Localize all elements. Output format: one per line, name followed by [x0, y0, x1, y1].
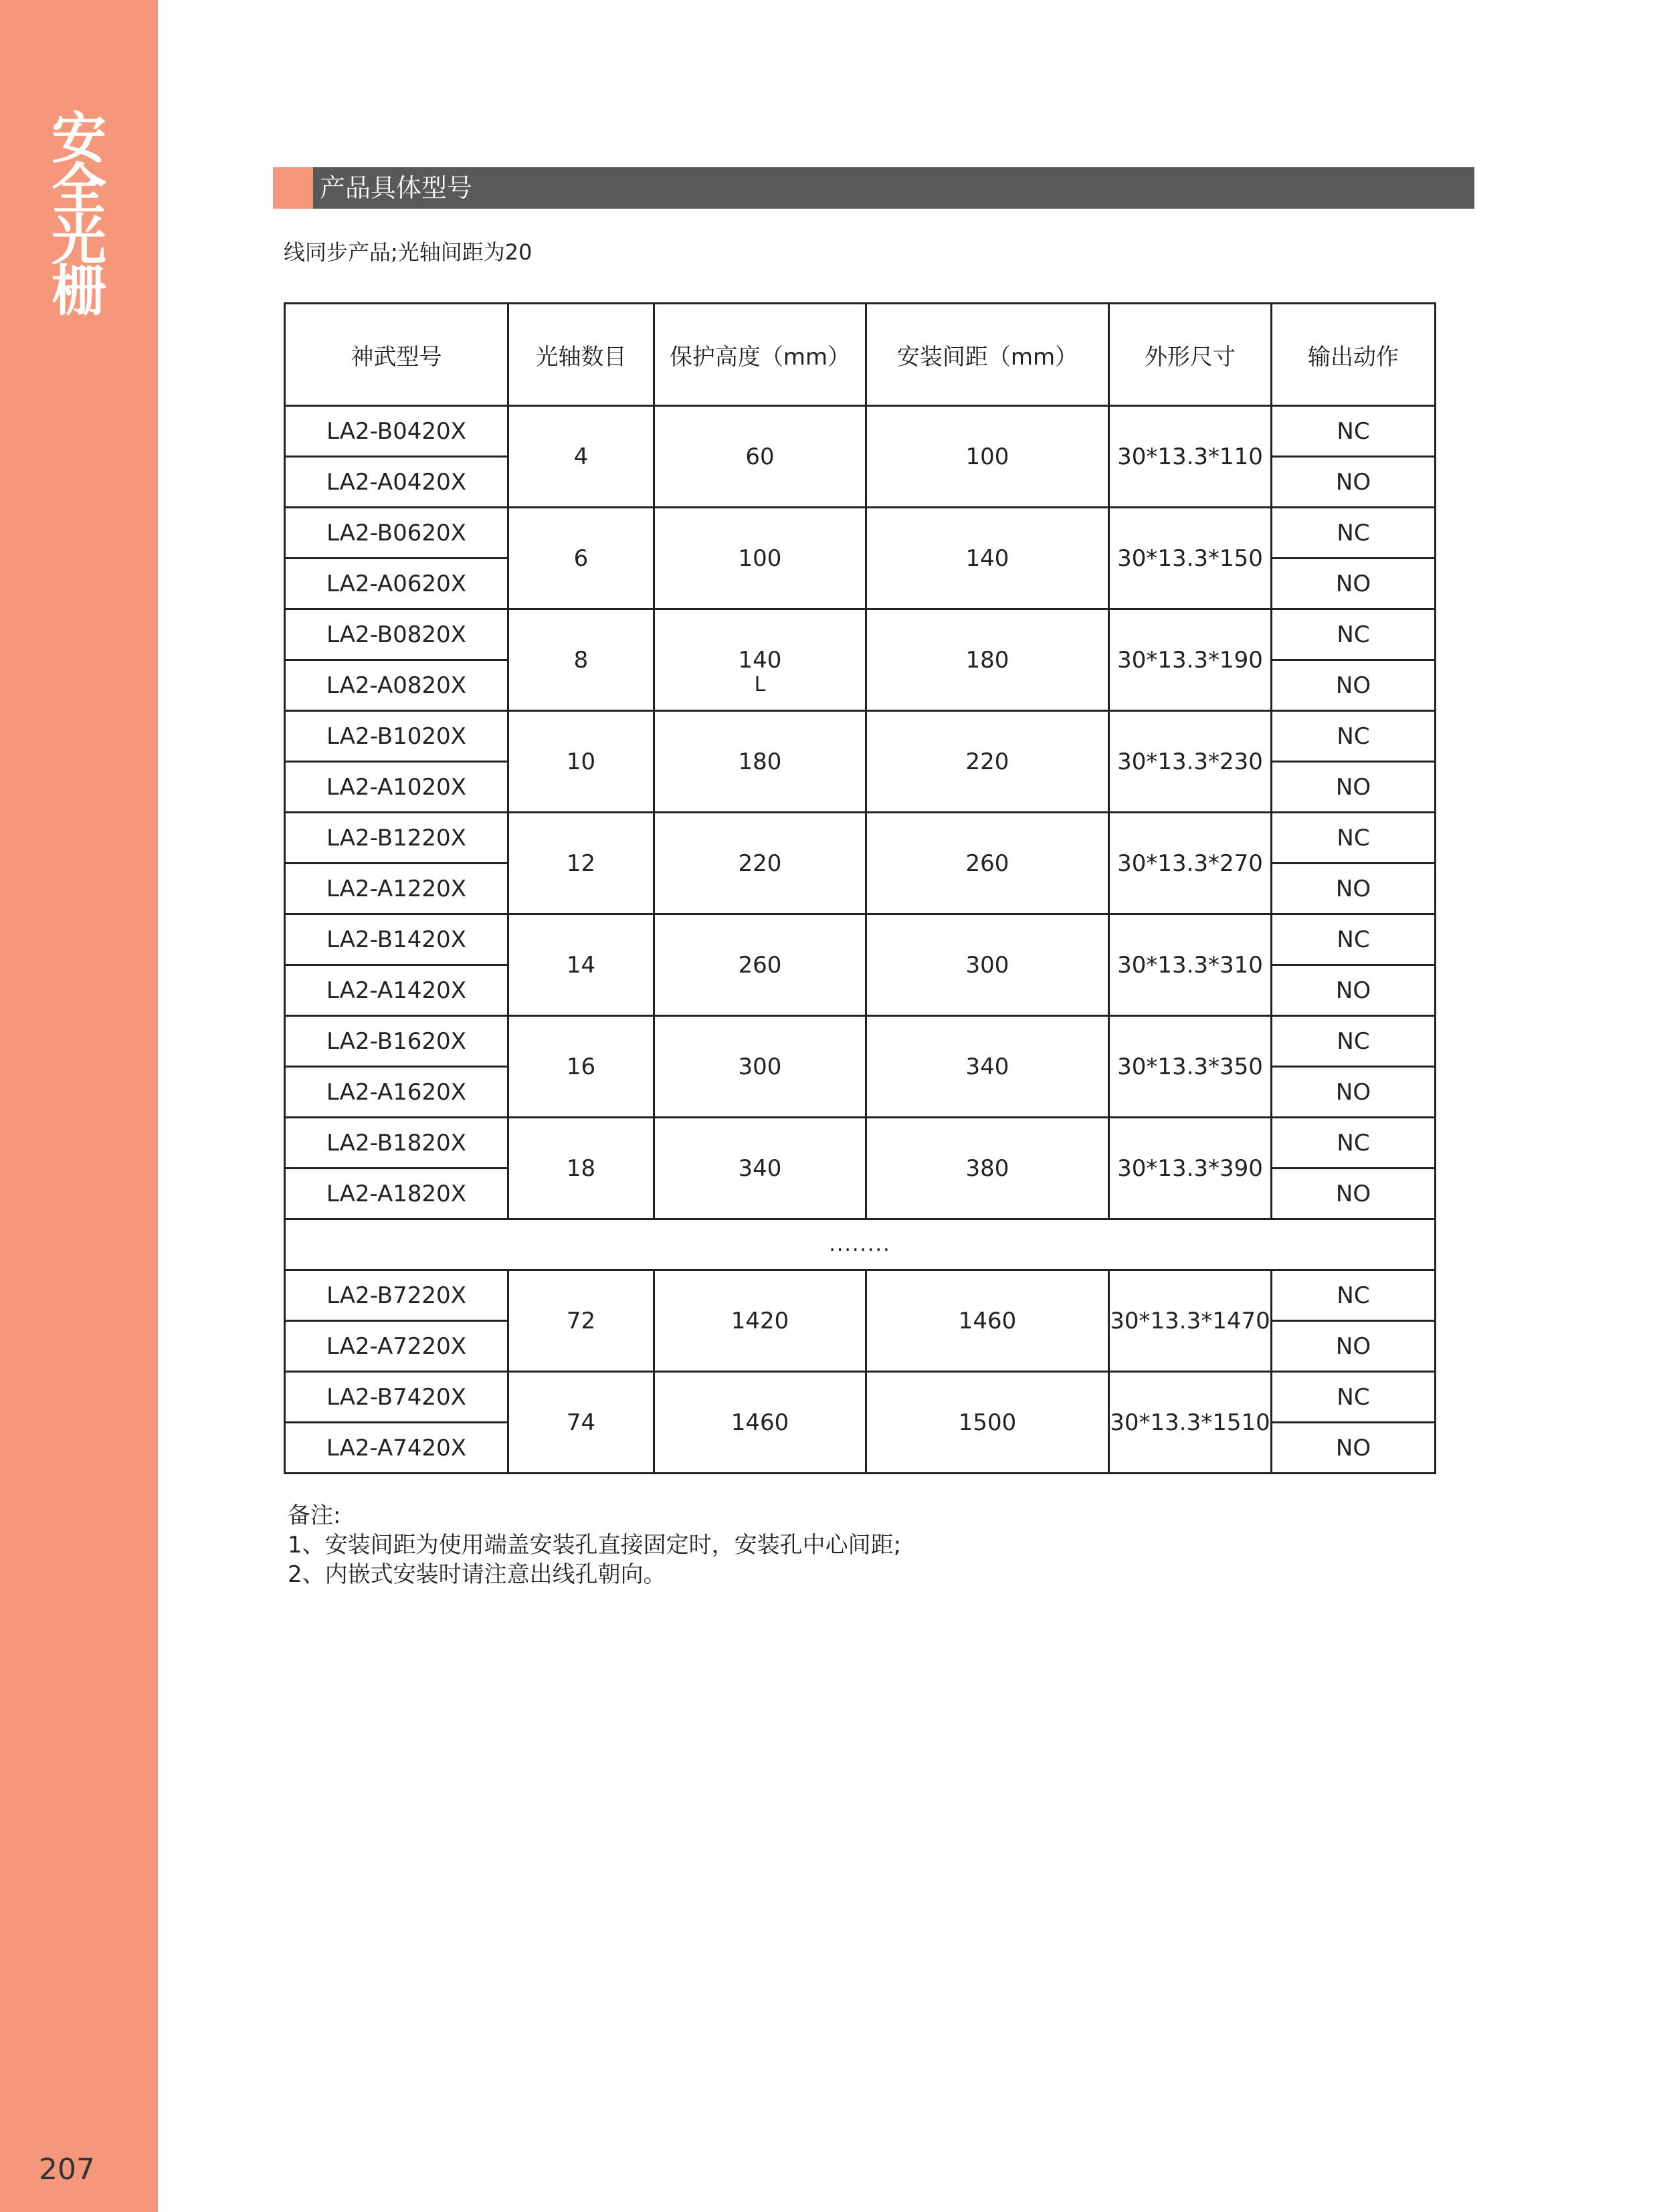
- height-cell: 340: [654, 1118, 866, 1219]
- model-cell: LA2-A7220X: [285, 1321, 508, 1372]
- height-cell: 1420: [654, 1270, 866, 1372]
- spec-table: [284, 302, 1436, 1474]
- output-cell: NC: [1272, 609, 1436, 660]
- table-row: [285, 1016, 1436, 1067]
- section-subtitle: 线同步产品;光轴间距为20: [284, 239, 532, 265]
- axes-cell: 14: [508, 914, 654, 1016]
- height-value: 140: [738, 646, 782, 674]
- table-row: [285, 813, 1436, 864]
- axes-cell: 18: [508, 1118, 654, 1219]
- axes-cell: 12: [508, 813, 654, 914]
- ellipsis-row: [285, 1219, 1436, 1270]
- output-cell: NC: [1272, 1118, 1436, 1169]
- size-cell: 30*13.3*230: [1109, 711, 1272, 813]
- model-cell: LA2-A0420X: [285, 457, 508, 508]
- model-cell: LA2-B1220X: [285, 813, 508, 864]
- page-number: 207: [39, 2152, 95, 2187]
- output-cell: NC: [1272, 1270, 1436, 1321]
- output-cell: NO: [1272, 660, 1436, 711]
- size-cell: 30*13.3*350: [1109, 1016, 1272, 1118]
- table-row: [285, 1372, 1436, 1423]
- table-header-row: [285, 304, 1436, 406]
- output-cell: NO: [1272, 965, 1436, 1016]
- axes-cell: 72: [508, 1270, 654, 1372]
- sidebar-title-char: 栅: [51, 260, 106, 323]
- header-accent: [273, 167, 313, 209]
- output-cell: NO: [1272, 762, 1436, 813]
- spacing-cell: 380: [866, 1118, 1109, 1219]
- model-cell: LA2-B0420X: [285, 406, 508, 457]
- ellipsis-cell: ........: [285, 1219, 1436, 1270]
- column-header-model: 神武型号: [285, 304, 508, 406]
- output-cell: NO: [1272, 1067, 1436, 1118]
- size-cell: 30*13.3*310: [1109, 914, 1272, 1016]
- column-header-axes: 光轴数目: [508, 304, 654, 406]
- spacing-cell: 1500: [866, 1372, 1109, 1474]
- column-header-spacing: 安装间距（mm）: [866, 304, 1109, 406]
- sidebar-title: [0, 107, 158, 323]
- column-header-size: 外形尺寸: [1109, 304, 1272, 406]
- spacing-cell: 100: [866, 406, 1109, 508]
- section-header: [273, 167, 1474, 209]
- output-cell: NO: [1272, 1321, 1436, 1372]
- note-item: 1、安装间距为使用端盖安装孔直接固定时，安装孔中心间距;: [288, 1532, 902, 1559]
- model-cell: LA2-B0820X: [285, 609, 508, 660]
- output-cell: NO: [1272, 1169, 1436, 1219]
- model-cell: LA2-A1420X: [285, 965, 508, 1016]
- output-cell: NO: [1272, 457, 1436, 508]
- height-cell: 260: [654, 914, 866, 1016]
- axes-cell: 8: [508, 609, 654, 711]
- model-cell: LA2-B0620X: [285, 508, 508, 559]
- table-row: [285, 406, 1436, 457]
- output-cell: NO: [1272, 864, 1436, 914]
- table-row: [285, 914, 1436, 965]
- output-cell: NC: [1272, 711, 1436, 762]
- model-cell: LA2-A1020X: [285, 762, 508, 813]
- table-row: [285, 508, 1436, 559]
- note-item: 2、内嵌式安装时请注意出线孔朝向。: [288, 1561, 666, 1588]
- height-cell: 1460: [654, 1372, 866, 1474]
- table-row: [285, 609, 1436, 660]
- size-cell: 30*13.3*390: [1109, 1118, 1272, 1219]
- output-cell: NC: [1272, 406, 1436, 457]
- model-cell: LA2-A1820X: [285, 1169, 508, 1219]
- height-cell: 300: [654, 1016, 866, 1118]
- section-title: 产品具体型号: [320, 173, 473, 203]
- spacing-cell: 140: [866, 508, 1109, 609]
- spacing-cell: 340: [866, 1016, 1109, 1118]
- output-cell: NO: [1272, 1423, 1436, 1474]
- model-cell: LA2-A1220X: [285, 864, 508, 914]
- notes: [288, 1501, 901, 1589]
- spacing-cell: 300: [866, 914, 1109, 1016]
- height-cell: 220: [654, 813, 866, 914]
- size-cell: 30*13.3*190: [1109, 609, 1272, 711]
- model-cell: LA2-B1420X: [285, 914, 508, 965]
- table-row: [285, 711, 1436, 762]
- size-cell: 30*13.3*1510: [1109, 1372, 1272, 1474]
- column-header-height: 保护高度（mm）: [654, 304, 866, 406]
- sidebar-title-char: 光: [51, 209, 106, 272]
- column-header-output: 输出动作: [1272, 304, 1436, 406]
- model-cell: LA2-B7420X: [285, 1372, 508, 1423]
- output-cell: NC: [1272, 813, 1436, 864]
- sidebar-title-char: 安: [51, 107, 106, 171]
- size-cell: 30*13.3*150: [1109, 508, 1272, 609]
- model-cell: LA2-B1820X: [285, 1118, 508, 1169]
- notes-heading: 备注:: [288, 1502, 341, 1529]
- axes-cell: 10: [508, 711, 654, 813]
- size-cell: 30*13.3*110: [1109, 406, 1272, 508]
- model-cell: LA2-B1020X: [285, 711, 508, 762]
- sidebar: [0, 0, 158, 2212]
- spacing-cell: 180: [866, 609, 1109, 711]
- axes-cell: 74: [508, 1372, 654, 1474]
- model-cell: LA2-A0820X: [285, 660, 508, 711]
- axes-cell: 16: [508, 1016, 654, 1118]
- spacing-cell: 1460: [866, 1270, 1109, 1372]
- size-cell: 30*13.3*1470: [1109, 1270, 1272, 1372]
- output-cell: NC: [1272, 1016, 1436, 1067]
- output-cell: NC: [1272, 1372, 1436, 1423]
- height-cell: [654, 609, 866, 711]
- height-cell: 180: [654, 711, 866, 813]
- size-cell: 30*13.3*270: [1109, 813, 1272, 914]
- sidebar-title-char: 全: [51, 158, 106, 221]
- height-cell: 100: [654, 508, 866, 609]
- model-cell: LA2-A1620X: [285, 1067, 508, 1118]
- height-cell: 60: [654, 406, 866, 508]
- output-cell: NO: [1272, 559, 1436, 609]
- model-cell: LA2-B1620X: [285, 1016, 508, 1067]
- output-cell: NC: [1272, 914, 1436, 965]
- model-cell: LA2-A0620X: [285, 559, 508, 609]
- axes-cell: 6: [508, 508, 654, 609]
- height-mark: L: [754, 673, 766, 696]
- spacing-cell: 220: [866, 711, 1109, 813]
- table-row: [285, 1118, 1436, 1169]
- model-cell: LA2-B7220X: [285, 1270, 508, 1321]
- output-cell: NC: [1272, 508, 1436, 559]
- table-row: [285, 1270, 1436, 1321]
- model-cell: LA2-A7420X: [285, 1423, 508, 1474]
- axes-cell: 4: [508, 406, 654, 508]
- spacing-cell: 260: [866, 813, 1109, 914]
